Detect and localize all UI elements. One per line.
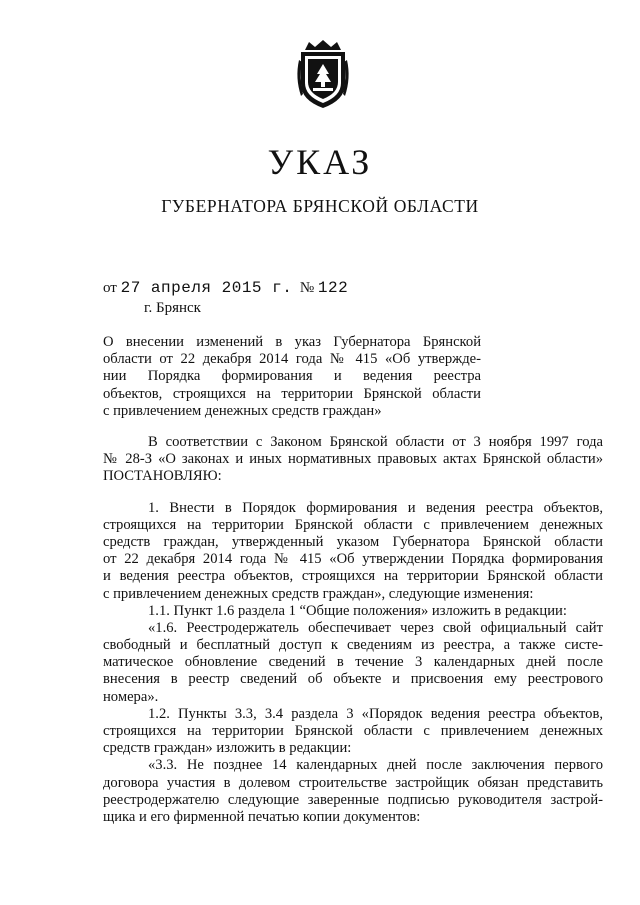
subject-line: объектов, строящихся на территории Брянской области (103, 385, 481, 402)
coat-of-arms-emblem (295, 38, 351, 112)
document-subtitle: ГУБЕРНАТОРА БРЯНСКОЙ ОБЛАСТИ (161, 196, 479, 216)
item1-line: 1. Внести в Порядок формирования и ведения реестра объектов, (148, 499, 603, 516)
date-line (103, 278, 348, 298)
quote1-line: матическое обновление сведений в течение 3 календарных дней после (103, 654, 603, 671)
item1-1-line: 1.1. Пункт 1.6 раздела 1 “Общие положения» изложить в редакции: (148, 602, 567, 619)
item1-line: и ведения реестра объектов, строящихся на территории Брянской области (103, 568, 603, 585)
item1-line: строящихся на территории Брянской области с привлечением денежных (103, 516, 603, 533)
subject-line: О внесении изменений в указ Губернатора Брянской (103, 334, 481, 350)
city: г. Брянск (144, 300, 201, 316)
preamble-line: ПОСТАНОВЛЯЮ: (103, 468, 222, 485)
number-prefix: № (299, 280, 315, 296)
item1-2-line: средств граждан» изложить в редакции: (103, 740, 352, 757)
item1-line: с привлечением денежных средств граждан», следующие изменения: (103, 585, 534, 602)
quote2-line: щика и его фирменной печатью копии документов: (103, 808, 421, 825)
quote2-line: «3.3. Не позднее 14 календарных дней после заключения первого (148, 757, 603, 774)
item1-2-line: 1.2. Пункты 3.3, 3.4 раздела 3 «Порядок ведения реестра объектов, (148, 705, 603, 722)
quote1-line: свободный и бесплатный доступ к сведениям из реестра, а также систе- (103, 637, 603, 654)
quote2-line: реестродержателю следующие заверенные подписью руководителя застрой- (103, 791, 603, 808)
date-prefix: от (103, 280, 117, 296)
item1-2-line: строящихся на территории Брянской области с привлечением денежных (103, 723, 603, 739)
quote1-line: внесения в реестр сведений об объекте и присвоения ему реестрового (103, 671, 603, 688)
subject-line: нии Порядка формирования и ведения реестра (103, 368, 481, 385)
date-value: 27 апреля 2015 г. (120, 279, 293, 297)
item1-line: от 22 декабря 2014 года № 415 «Об утверждении Порядка формирования (103, 551, 603, 568)
document-body (103, 434, 603, 826)
subject-line: области от 22 декабря 2014 года № 415 «Об утвержде- (103, 351, 481, 368)
preamble-line: № 28-З «О законах и иных нормативных правовых актах Брянской области» (103, 451, 603, 468)
quote2-line: договора участия в долевом строительстве застройщик обязан представить (103, 774, 603, 791)
subject-block (103, 334, 481, 420)
quote1-line: номера». (103, 688, 159, 705)
quote1-line: «1.6. Реестродержатель обеспечивает через свой официальный сайт (148, 619, 603, 636)
number-value: 122 (317, 279, 349, 297)
preamble-line: В соответствии с Законом Брянской области от 3 ноября 1997 года (148, 434, 603, 450)
item1-line: средств граждан, утвержденный указом Губернатора Брянской области (103, 533, 603, 550)
subject-line: с привлечением денежных средств граждан» (103, 402, 382, 419)
document-title: УКАЗ (267, 142, 373, 182)
